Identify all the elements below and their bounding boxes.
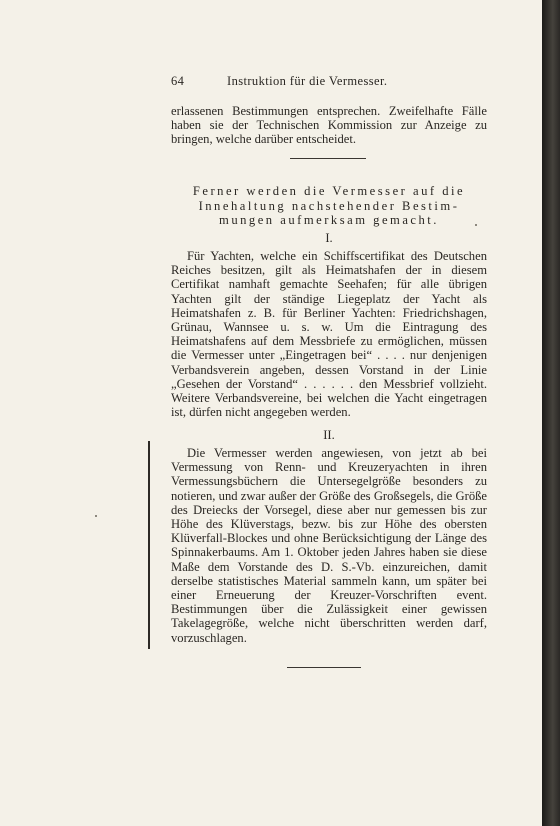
section-2-block: [171, 446, 487, 645]
announcement-line-2: Innehaltung nachstehender Bestim-: [198, 198, 460, 213]
paper-speck: [475, 224, 477, 226]
margin-mark: [148, 441, 150, 649]
book-spine-edge: [542, 0, 560, 826]
announcement-line-1: Ferner werden die Vermesser auf die: [192, 184, 466, 198]
section-1-numeral: I.: [325, 231, 333, 245]
intro-paragraph: erlassenen Bestimmungen entsprechen. Zweifelhafte Fälle haben sie der Technischen Kommission zur Anzeige zu bringen, welche darüber entscheidet.: [171, 104, 487, 147]
running-header: [171, 74, 491, 90]
announcement-line-3: mungen aufmerksam gemacht.: [219, 213, 439, 228]
announcement: [171, 184, 487, 228]
section-divider-top: [290, 158, 366, 159]
paper-speck: [95, 515, 97, 517]
section-2-numeral: II.: [323, 428, 335, 442]
intro-paragraph-block: [171, 104, 487, 147]
section-2-text: Die Vermesser werden angewiesen, von jetzt ab bei Vermessung von Renn- und Kreuzeryachten in ihren Vermessungsbüchern die Untersegelgröße besonders zu notieren, und zwar außer der Größe des Großsegels, die Größe des Dreiecks der Vorsegel, diese aber nur gemessen bis zur Höhe des Klüverstags, bezw. bis zur Höhe des obersten Klüverfall-Blockes und ohne Berücksichtigung der Länge des Spinnakerbaums. Am 1. Oktober jeden Jahres haben sie diese Maße dem Vorstande des D. S.-Vb. einzureichen, damit derselbe statistisches Material sammeln kann, um später bei einer Erneuerung der Kreuzer-Vorschriften event. Bestimmungen über die Zulässigkeit einer gewissen Takelagegröße, welche nicht überschritten werden darf, vorzuschlagen.: [171, 446, 487, 645]
running-title: Instruktion für die Vermesser.: [227, 74, 388, 88]
section-divider-bottom: [287, 667, 361, 668]
page-number: 64: [171, 74, 185, 88]
section-1-block: [171, 249, 487, 419]
section-1-text: Für Yachten, welche ein Schiffscertifikat des Deutschen Reiches besitzen, gilt als Heimatshafen der in diesem Certifikat namhaft gemachte Seehafen; für alle übrigen Yachten gilt der ständige Liegeplatz der Yacht als Heimatshafen z. B. für Berliner Yachten: Friedrichshagen, Grünau, Wannsee u. s. w. Um die Eintragung des Heimatshafens auf dem Messbriefe zu ermöglichen, müssen die Vermesser unter „Eingetragen bei“ . . . . nur denjenigen Verbandsverein angeben, dessen Vorstand in der Linie „Gesehen der Vorstand“ . . . . . . den Messbrief vollzieht. Weitere Verbandsvereine, bei welchen die Yacht eingetragen ist, dürfen nicht angegeben werden.: [171, 249, 487, 420]
